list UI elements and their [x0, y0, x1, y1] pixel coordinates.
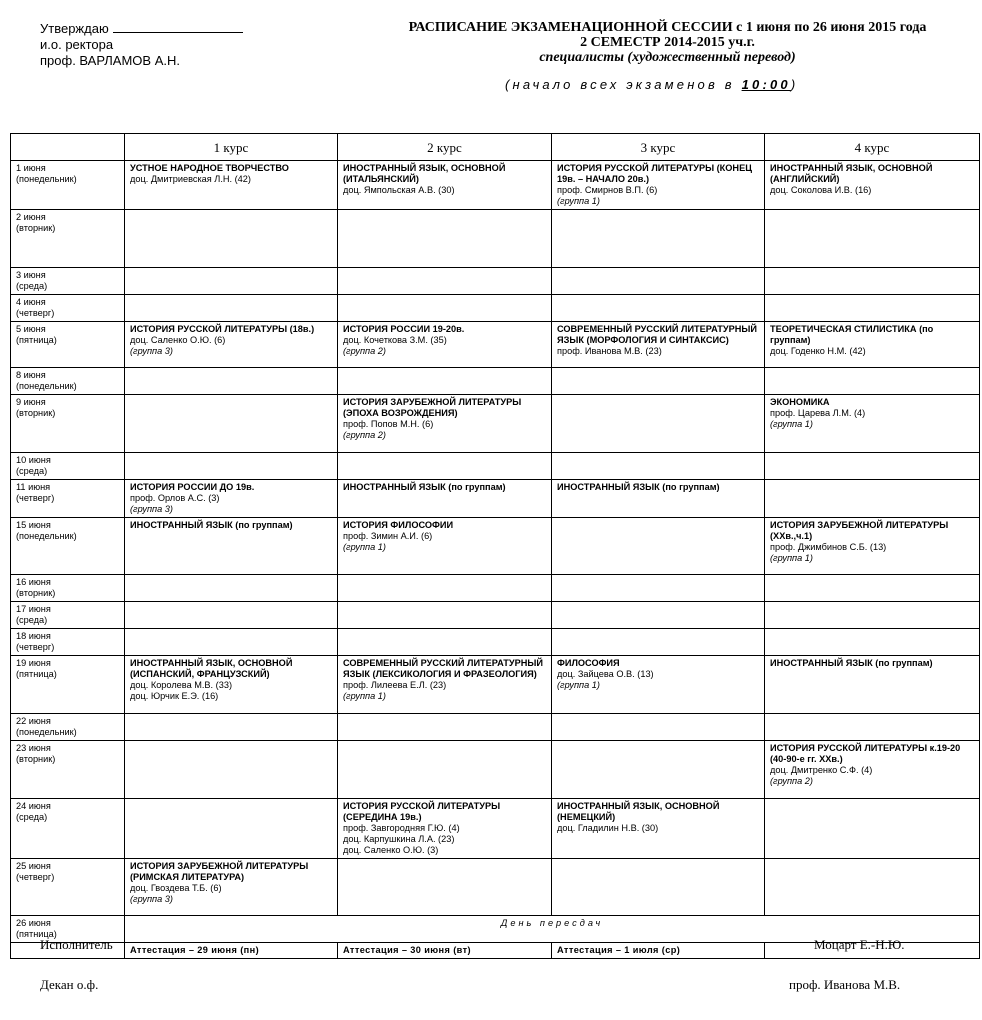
exam-cell: [125, 799, 338, 859]
day-cell: [11, 268, 125, 295]
title-main: РАСПИСАНИЕ ЭКЗАМЕНАЦИОННОЙ СЕССИИ с 1 июня по 26 июня 2015 года: [408, 20, 927, 35]
day-date: 24 июня: [16, 801, 51, 811]
exam-group: (группа 2): [343, 430, 386, 440]
exam-subject: ИСТОРИЯ РУССКОЙ ЛИТЕРАТУРЫ (18в.): [130, 324, 315, 334]
exam-cell: [125, 480, 338, 518]
day-weekday: (пятница): [16, 929, 57, 939]
table-row: [11, 395, 980, 453]
exam-cell: [552, 453, 765, 480]
exam-cell: [125, 161, 338, 210]
exam-cell: [338, 268, 552, 295]
exam-subject: ИНОСТРАННЫЙ ЯЗЫК, ОСНОВНОЙ (НЕМЕЦКИЙ): [557, 801, 720, 822]
exam-cell: [552, 714, 765, 741]
exam-cell: [765, 295, 980, 322]
exam-group: (группа 1): [557, 196, 600, 206]
exam-cell: [765, 322, 980, 368]
table-row: [11, 268, 980, 295]
exam-subject: ИСТОРИЯ ФИЛОСОФИИ: [343, 520, 454, 530]
day-weekday: (четверг): [16, 872, 55, 882]
exam-cell: [338, 629, 552, 656]
exam-teacher: проф. Орлов А.С. (3): [130, 493, 220, 503]
day-cell: [11, 518, 125, 575]
day-date: 18 июня: [16, 631, 51, 641]
day-date: 11 июня: [16, 482, 51, 492]
exam-cell: [125, 322, 338, 368]
exam-cell: [765, 210, 980, 268]
exam-group: (группа 3): [130, 346, 173, 356]
exam-teacher: проф. Попов М.Н. (6): [343, 419, 434, 429]
exam-subject: ИСТОРИЯ РУССКОЙ ЛИТЕРАТУРЫ (СЕРЕДИНА 19в.): [343, 801, 501, 822]
exam-teacher: доц. Дмитренко С.Ф. (4): [770, 765, 873, 775]
day-cell: [11, 480, 125, 518]
exam-cell: [552, 210, 765, 268]
exam-teacher: проф. Джимбинов С.Б. (13): [770, 542, 887, 552]
exam-subject: ИСТОРИЯ РУССКОЙ ЛИТЕРАТУРЫ к.19-20 (40-90-е гг. ХХв.): [770, 743, 961, 764]
exam-cell: [552, 322, 765, 368]
attestation-cell: Аттестация – 1 июля (ср): [552, 943, 765, 959]
exam-cell: [338, 799, 552, 859]
exam-cell: [125, 518, 338, 575]
day-date: 1 июня: [16, 163, 46, 173]
exam-cell: [338, 322, 552, 368]
exam-cell: [552, 629, 765, 656]
exam-teacher: доц. Саленко О.Ю. (6): [130, 335, 226, 345]
exam-cell: [125, 210, 338, 268]
start-prefix: (начало всех экзаменов в: [505, 77, 742, 92]
day-weekday: (четверг): [16, 642, 55, 652]
exam-teacher: доц. Гладилин Н.В. (30): [557, 823, 659, 833]
exam-subject: ИНОСТРАННЫЙ ЯЗЫК, ОСНОВНОЙ (ИСПАНСКИЙ, ФРАНЦУЗСКИЙ): [130, 658, 293, 679]
exam-cell: [338, 295, 552, 322]
day-weekday: (среда): [16, 615, 48, 625]
exam-subject: ТЕОРЕТИЧЕСКАЯ СТИЛИСТИКА (по группам): [770, 324, 934, 345]
day-date: 23 июня: [16, 743, 51, 753]
exam-cell: [765, 518, 980, 575]
day-date: 8 июня: [16, 370, 46, 380]
header-course-4: 4 курс: [765, 134, 980, 161]
exam-cell: [125, 602, 338, 629]
table-row: [11, 480, 980, 518]
exam-group: (группа 1): [770, 419, 813, 429]
table-row: [11, 161, 980, 210]
exam-subject: ИНОСТРАННЫЙ ЯЗЫК, ОСНОВНОЙ (АНГЛИЙСКИЙ): [770, 163, 933, 184]
day-cell: [11, 799, 125, 859]
exam-cell: [338, 210, 552, 268]
table-row: [11, 368, 980, 395]
exam-cell: [338, 656, 552, 714]
day-date: 4 июня: [16, 297, 46, 307]
retake-day-cell: День пересдач: [125, 916, 980, 943]
exam-group: (группа 1): [770, 553, 813, 563]
exam-teacher: проф. Смирнов В.П. (6): [557, 185, 658, 195]
exam-cell: [125, 368, 338, 395]
exam-cell: [552, 656, 765, 714]
exam-teacher: доц. Карпушкина Л.А. (23): [343, 834, 455, 844]
day-weekday: (четверг): [16, 493, 55, 503]
day-date: 9 июня: [16, 397, 46, 407]
exam-cell: [552, 575, 765, 602]
exam-cell: [765, 453, 980, 480]
exam-cell: [125, 453, 338, 480]
exam-cell: [125, 741, 338, 799]
day-cell: [11, 322, 125, 368]
exam-subject: ИНОСТРАННЫЙ ЯЗЫК, ОСНОВНОЙ (ИТАЛЬЯНСКИЙ): [343, 163, 506, 184]
executor-name: Моцарт Е.-Н.Ю.: [814, 937, 905, 952]
exam-teacher: проф. Завгородняя Г.Ю. (4): [343, 823, 460, 833]
exam-cell: [125, 295, 338, 322]
exam-subject: ИНОСТРАННЫЙ ЯЗЫК (по группам): [343, 482, 506, 492]
start-time: 10:00: [741, 77, 791, 92]
dean-label: Декан о.ф.: [40, 977, 99, 992]
exam-subject: ИСТОРИЯ РОССИИ 19-20в.: [343, 324, 465, 334]
exam-group: (группа 1): [557, 680, 600, 690]
exam-cell: [765, 629, 980, 656]
day-date: 26 июня: [16, 918, 51, 928]
header-course-1: 1 курс: [125, 134, 338, 161]
exam-cell: [765, 480, 980, 518]
exam-cell: [338, 602, 552, 629]
exam-subject: ИНОСТРАННЫЙ ЯЗЫК (по группам): [557, 482, 720, 492]
exam-teacher: доц. Дмитриевская Л.Н. (42): [130, 174, 251, 184]
day-cell: [11, 368, 125, 395]
exam-cell: [125, 268, 338, 295]
title-subtitle: специалисты (художественный перевод): [539, 50, 796, 65]
exam-cell: [765, 859, 980, 916]
exam-subject: СОВРЕМЕННЫЙ РУССКИЙ ЛИТЕРАТУРНЫЙ ЯЗЫК (ЛЕКСИКОЛОГИЯ И ФРАЗЕОЛОГИЯ): [343, 658, 543, 679]
day-cell: [11, 629, 125, 656]
table-row: [11, 656, 980, 714]
exam-teacher: доц. Кочеткова З.М. (35): [343, 335, 447, 345]
day-weekday: (вторник): [16, 223, 56, 233]
exam-cell: [125, 395, 338, 453]
exam-teacher: доц. Гвоздева Т.Б. (6): [130, 883, 222, 893]
exam-teacher: доц. Ямпольская А.В. (30): [343, 185, 455, 195]
exam-group: (группа 1): [343, 691, 386, 701]
exam-subject: ИСТОРИЯ ЗАРУБЕЖНОЙ ЛИТЕРАТУРЫ (ХХв.,ч.1): [770, 520, 949, 541]
exam-subject: ИСТОРИЯ РУССКОЙ ЛИТЕРАТУРЫ (КОНЕЦ 19в. – НАЧАЛО 20в.): [557, 163, 752, 184]
day-cell: [11, 859, 125, 916]
exam-teacher: доц. Саленко О.Ю. (3): [343, 845, 439, 855]
exam-cell: [765, 741, 980, 799]
exam-cell: [765, 656, 980, 714]
exam-subject: ИСТОРИЯ РОССИИ ДО 19в.: [130, 482, 255, 492]
day-cell: [11, 395, 125, 453]
approval-line1: Утверждаю: [40, 21, 109, 36]
table-row: [11, 453, 980, 480]
exam-subject: ФИЛОСОФИЯ: [557, 658, 620, 668]
header-empty: [11, 134, 125, 161]
exam-cell: [765, 799, 980, 859]
start-suffix: ): [790, 77, 799, 92]
exam-group: (группа 2): [343, 346, 386, 356]
day-cell: [11, 575, 125, 602]
day-date: 5 июня: [16, 324, 46, 334]
table-row: [11, 741, 980, 799]
exam-cell: [552, 295, 765, 322]
exam-group: (группа 2): [770, 776, 813, 786]
exam-cell: [338, 714, 552, 741]
day-date: 25 июня: [16, 861, 51, 871]
exam-teacher: доц. Зайцева О.В. (13): [557, 669, 654, 679]
day-weekday: (среда): [16, 466, 48, 476]
table-row: [11, 859, 980, 916]
exam-cell: [552, 859, 765, 916]
dean-name: проф. Иванова М.В.: [789, 977, 901, 992]
exam-cell: [765, 575, 980, 602]
executor-label: Исполнитель: [40, 937, 113, 952]
day-cell: [11, 714, 125, 741]
day-weekday: (четверг): [16, 308, 55, 318]
exam-cell: [338, 859, 552, 916]
exam-group: (группа 3): [130, 504, 173, 514]
exam-cell: [552, 395, 765, 453]
exam-subject: ИСТОРИЯ ЗАРУБЕЖНОЙ ЛИТЕРАТУРЫ (РИМСКАЯ ЛИТЕРАТУРА): [130, 861, 309, 882]
exam-cell: [552, 799, 765, 859]
header-course-3: 3 курс: [552, 134, 765, 161]
table-row: [11, 322, 980, 368]
exam-cell: [338, 395, 552, 453]
exam-cell: [765, 368, 980, 395]
day-date: 19 июня: [16, 658, 51, 668]
day-cell: [11, 210, 125, 268]
exam-subject: ИНОСТРАННЫЙ ЯЗЫК (по группам): [770, 658, 933, 668]
exam-cell: [765, 395, 980, 453]
day-weekday: (понедельник): [16, 531, 77, 541]
day-weekday: (среда): [16, 812, 48, 822]
exam-group: (группа 1): [343, 542, 386, 552]
table-row: [11, 295, 980, 322]
day-cell: [11, 453, 125, 480]
exam-teacher: доц. Юрчик Е.Э. (16): [130, 691, 219, 701]
exam-group: (группа 3): [130, 894, 173, 904]
exam-cell: [552, 518, 765, 575]
day-date: 22 июня: [16, 716, 51, 726]
table-header-row: [11, 134, 980, 161]
title-semester: 2 СЕМЕСТР 2014-2015 уч.г.: [580, 35, 755, 50]
exam-teacher: проф. Зимин А.И. (6): [343, 531, 433, 541]
table-row: [11, 602, 980, 629]
exam-cell: [765, 268, 980, 295]
day-weekday: (вторник): [16, 588, 56, 598]
day-weekday: (понедельник): [16, 727, 77, 737]
exam-teacher: доц. Королева М.В. (33): [130, 680, 233, 690]
exam-teacher: проф. Иванова М.В. (23): [557, 346, 662, 356]
exam-cell: [125, 629, 338, 656]
exam-cell: [338, 741, 552, 799]
header-course-2: 2 курс: [338, 134, 552, 161]
day-weekday: (понедельник): [16, 381, 77, 391]
day-date: 17 июня: [16, 604, 51, 614]
table-row: [11, 210, 980, 268]
exam-cell: [765, 714, 980, 741]
day-date: 10 июня: [16, 455, 51, 465]
day-cell: [11, 161, 125, 210]
exam-cell: [125, 575, 338, 602]
exam-subject: ЭКОНОМИКА: [770, 397, 830, 407]
exam-cell: [765, 161, 980, 210]
schedule-table: [10, 133, 980, 959]
approval-line3: проф. ВАРЛАМОВ А.Н.: [40, 53, 180, 68]
exam-cell: [552, 161, 765, 210]
day-weekday: (пятница): [16, 669, 57, 679]
day-cell: [11, 656, 125, 714]
exam-cell: [338, 161, 552, 210]
attestation-cell: Аттестация – 29 июня (пн): [125, 943, 338, 959]
exam-cell: [552, 480, 765, 518]
exam-cell: [552, 368, 765, 395]
table-row: [11, 575, 980, 602]
exam-cell: [125, 714, 338, 741]
day-cell: [11, 741, 125, 799]
exam-cell: [552, 602, 765, 629]
exam-cell: [765, 602, 980, 629]
day-cell: [11, 602, 125, 629]
day-date: 3 июня: [16, 270, 46, 280]
table-row: [11, 518, 980, 575]
exam-teacher: проф. Лилеева Е.Л. (23): [343, 680, 447, 690]
table-body: [11, 161, 980, 959]
approval-line2: и.о. ректора: [40, 37, 114, 52]
exam-subject: ИСТОРИЯ ЗАРУБЕЖНОЙ ЛИТЕРАТУРЫ (ЭПОХА ВОЗРОЖДЕНИЯ): [343, 397, 522, 418]
exam-cell: [552, 268, 765, 295]
exam-cell: [338, 368, 552, 395]
exam-cell: [125, 656, 338, 714]
day-cell: [11, 295, 125, 322]
attestation-cell: Аттестация – 30 июня (вт): [338, 943, 552, 959]
day-weekday: (среда): [16, 281, 48, 291]
day-date: 15 июня: [16, 520, 51, 530]
exam-cell: [338, 575, 552, 602]
exam-subject: УСТНОЕ НАРОДНОЕ ТВОРЧЕСТВО: [130, 163, 289, 173]
exam-teacher: доц. Соколова И.В. (16): [770, 185, 872, 195]
day-weekday: (вторник): [16, 754, 56, 764]
exam-teacher: доц. Годенко Н.М. (42): [770, 346, 866, 356]
day-date: 2 июня: [16, 212, 46, 222]
day-weekday: (понедельник): [16, 174, 77, 184]
exam-cell: [338, 480, 552, 518]
table-row: [11, 714, 980, 741]
exam-subject: ИНОСТРАННЫЙ ЯЗЫК (по группам): [130, 520, 293, 530]
table-row: [11, 799, 980, 859]
exam-cell: [125, 859, 338, 916]
day-date: 16 июня: [16, 577, 51, 587]
document-title: [400, 20, 935, 65]
exam-teacher: проф. Царева Л.М. (4): [770, 408, 866, 418]
exam-cell: [338, 453, 552, 480]
exam-subject: СОВРЕМЕННЫЙ РУССКИЙ ЛИТЕРАТУРНЫЙ ЯЗЫК (МОРФОЛОГИЯ И СИНТАКСИС): [557, 324, 757, 345]
day-weekday: (вторник): [16, 408, 56, 418]
day-weekday: (пятница): [16, 335, 57, 345]
exam-cell: [338, 518, 552, 575]
approval-block: [40, 20, 243, 69]
table-row: [11, 629, 980, 656]
start-time-note: [505, 77, 798, 92]
exam-cell: [552, 741, 765, 799]
signature-line: [113, 20, 243, 33]
